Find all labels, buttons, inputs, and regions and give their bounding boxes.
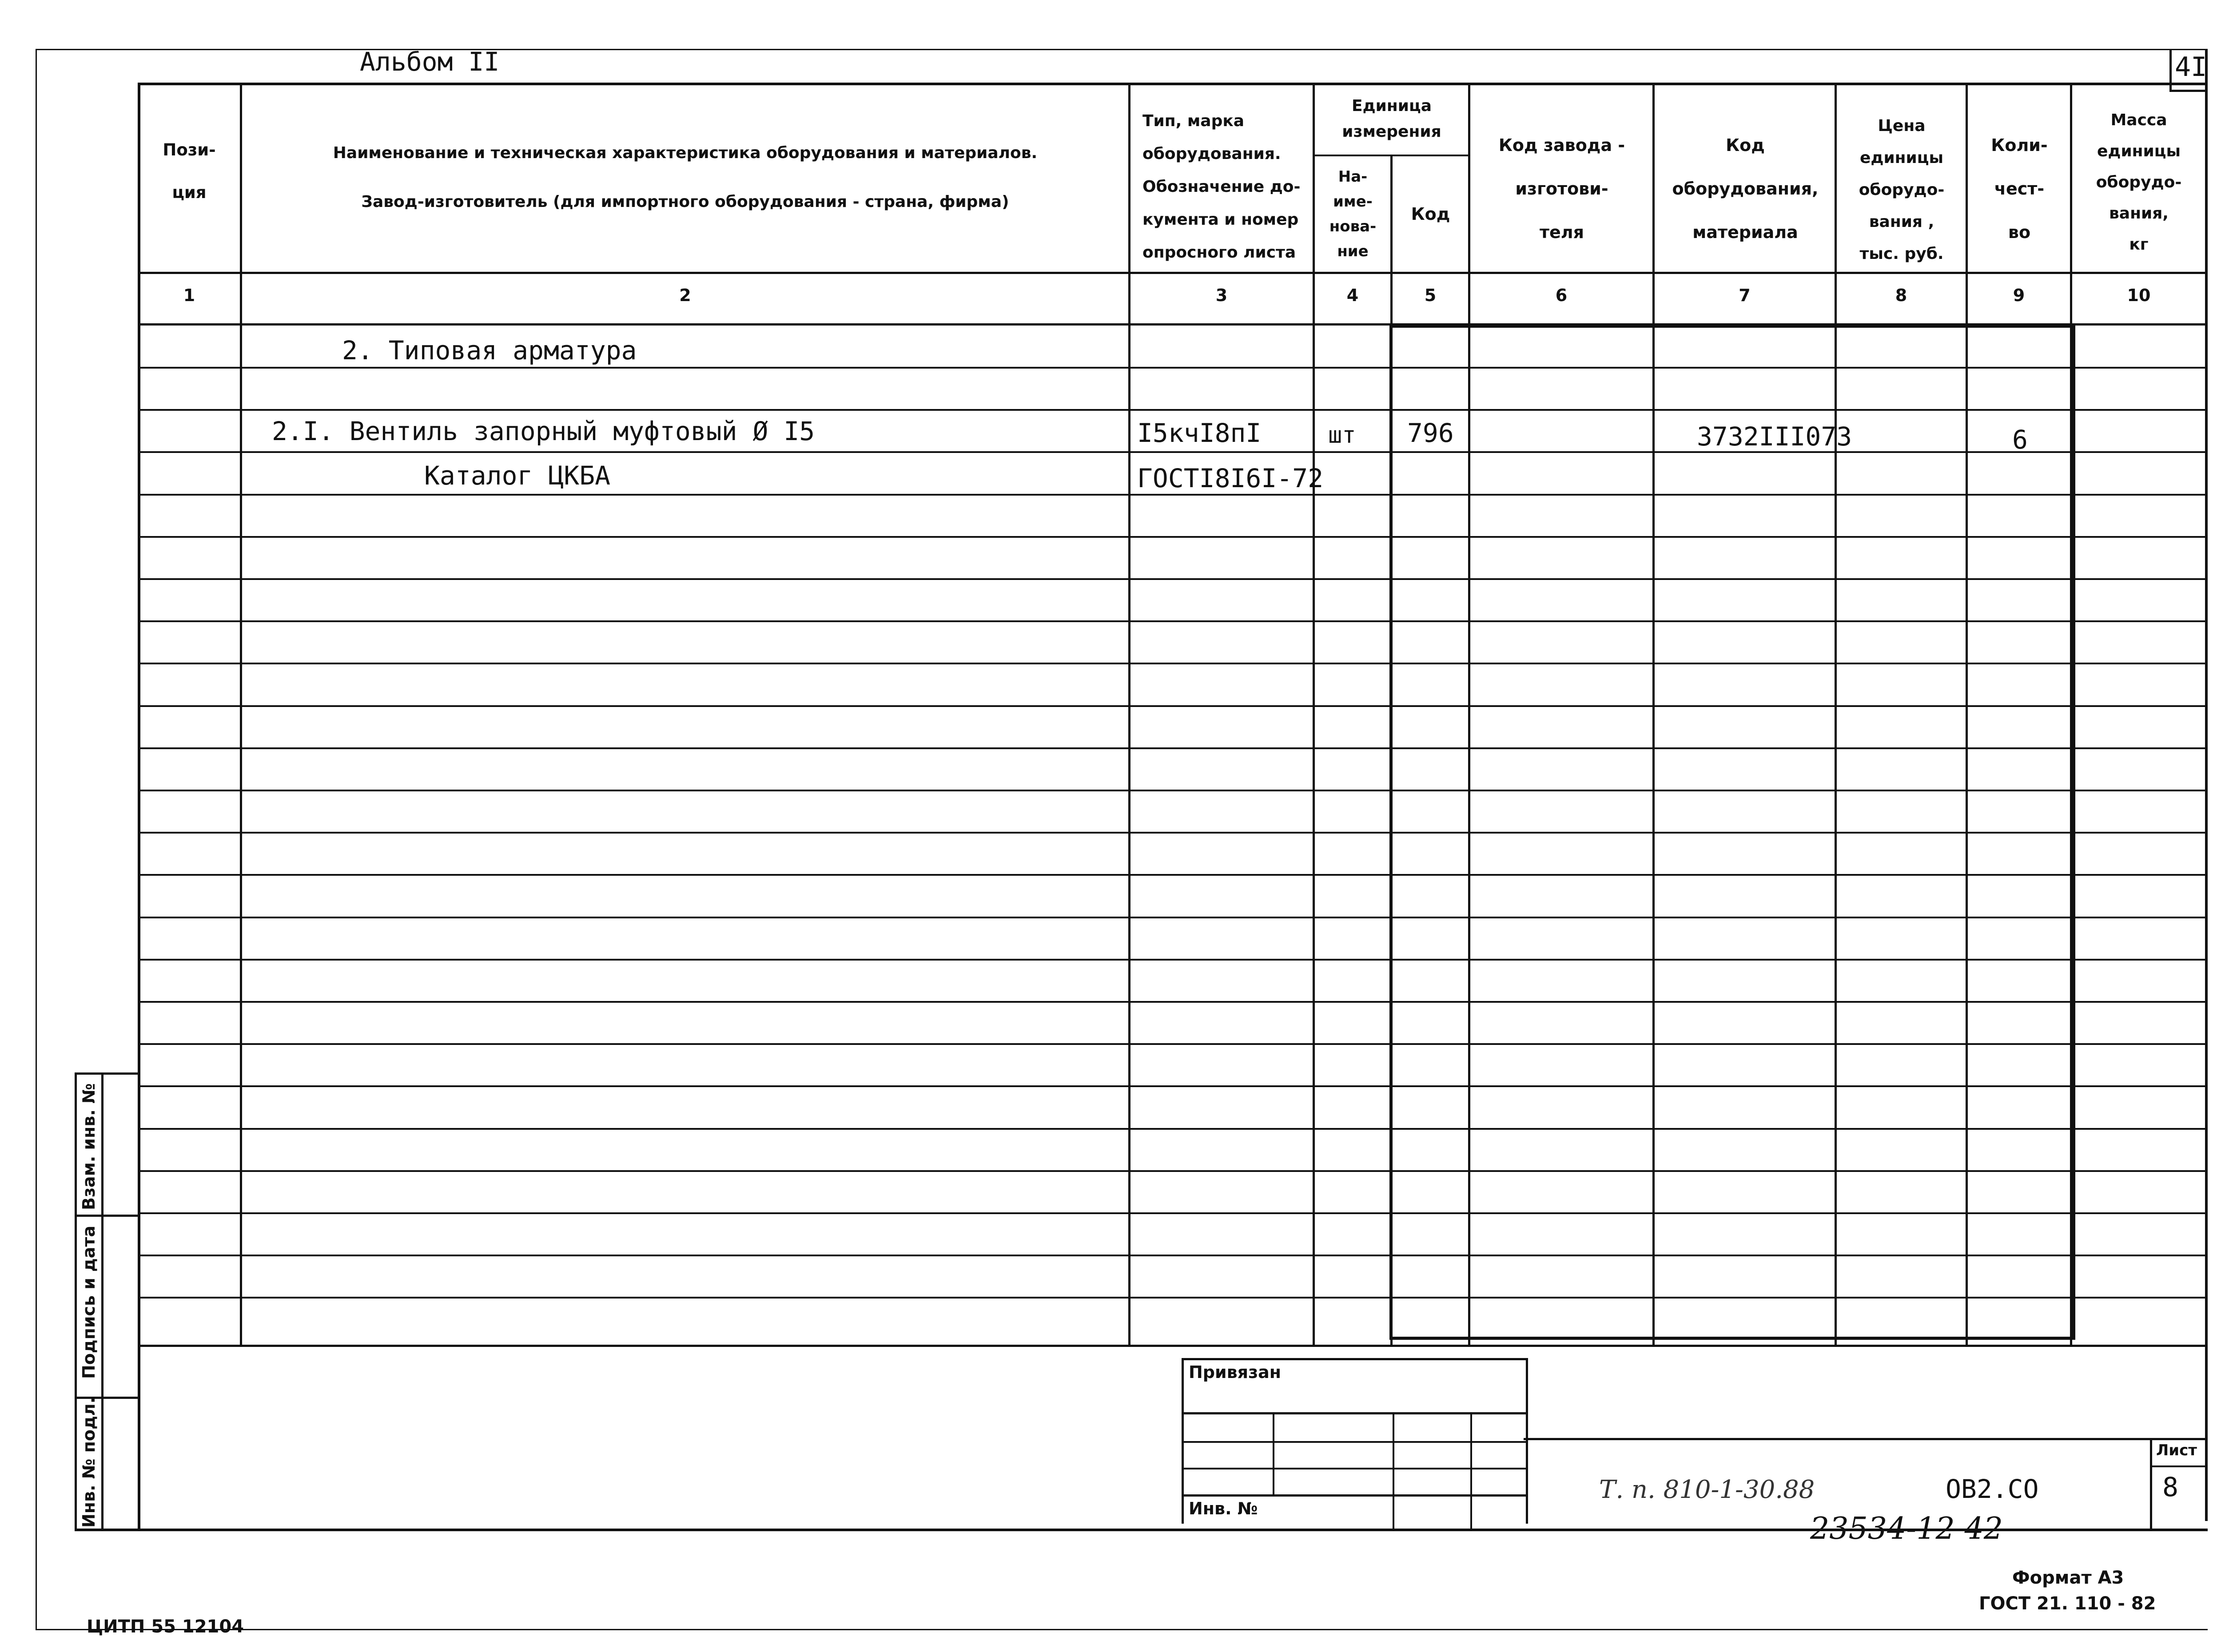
table-bottom-line xyxy=(138,1345,2205,1347)
row-catalog-name: Каталог ЦКБА xyxy=(424,461,611,491)
sheet-box-left xyxy=(2150,1438,2152,1531)
column-number-7: 7 xyxy=(1739,286,1751,305)
row-item-unit: шт xyxy=(1328,422,1356,449)
frame-top xyxy=(138,83,2208,85)
column-number-8: 8 xyxy=(1895,286,1907,305)
bound-stamp-h4 xyxy=(1182,1494,1526,1497)
table-row-separator xyxy=(138,917,2205,918)
header-col1: Пози- ция xyxy=(163,140,216,202)
table-row-separator xyxy=(138,409,2205,411)
left-edge-line xyxy=(36,49,37,1630)
row-item-name: 2.I. Вентиль запорный муфтовый Ø I5 xyxy=(272,416,815,446)
side-label-inv-orig: Инв. № подл. xyxy=(79,1397,99,1528)
table-row-separator xyxy=(138,367,2205,369)
printer-label: ЦИТП 55 12104 xyxy=(87,1616,244,1637)
table-row-separator xyxy=(138,1297,2205,1299)
sheet-label: Лист xyxy=(2156,1442,2197,1459)
page-number: 4I xyxy=(2175,52,2207,83)
row-item-unit-code: 796 xyxy=(1407,418,1454,448)
format-label: Формат А3 xyxy=(2012,1568,2124,1588)
table-row-separator xyxy=(138,747,2205,749)
designation: Т. п. 810-1-30.88 xyxy=(1599,1475,1815,1504)
column-number-3: 3 xyxy=(1215,286,1228,305)
header-bottom-line xyxy=(138,272,2205,274)
header-col4: На- име- нова- ние xyxy=(1329,168,1377,260)
side-box-right xyxy=(101,1072,103,1531)
column-number-4: 4 xyxy=(1346,286,1359,305)
header-col10: Масса единицы оборудо- вания, кг xyxy=(2096,111,2182,254)
table-row-separator xyxy=(138,959,2205,961)
row-section-title: 2. Типовая арматура xyxy=(342,335,637,365)
column-number-9: 9 xyxy=(2013,286,2025,305)
table-row-separator xyxy=(138,1043,2205,1045)
bound-stamp-v2 xyxy=(1393,1412,1394,1530)
row-item-equip-code: 3732III073 xyxy=(1697,421,1852,452)
bound-label: Привязан xyxy=(1189,1362,1282,1382)
side-box-left xyxy=(75,1072,77,1531)
unit-group-divider xyxy=(1313,155,1470,156)
bound-stamp-v1 xyxy=(1273,1412,1274,1497)
table-row-separator xyxy=(138,578,2205,580)
header-col7: Код оборудования, материала xyxy=(1672,135,1819,242)
table-row-separator xyxy=(138,1255,2205,1256)
table-row-separator xyxy=(138,705,2205,707)
table-row-separator xyxy=(138,1085,2205,1087)
column-number-10: 10 xyxy=(2127,286,2151,305)
table-row-separator xyxy=(138,1170,2205,1172)
table-row-separator xyxy=(138,874,2205,876)
table-row-separator xyxy=(138,451,2205,453)
side-label-sign-date: Подпись и дата xyxy=(79,1225,99,1379)
row-catalog-gost: ГОСТI8I6I-72 xyxy=(1137,463,1324,493)
frame-right xyxy=(2205,49,2208,1521)
table-row-separator xyxy=(138,620,2205,622)
bottom-edge-line xyxy=(36,1629,2208,1630)
header-col6: Код завода - изготови- теля xyxy=(1498,135,1625,242)
column-number-1: 1 xyxy=(183,286,195,305)
column-number-2: 2 xyxy=(679,286,691,305)
side-box-div1 xyxy=(75,1215,138,1217)
handwritten-number: 23534-12 42 xyxy=(1810,1511,2003,1546)
header-col9: Коли- чест- во xyxy=(1991,135,2048,242)
table-row-separator xyxy=(138,832,2205,834)
table-row-separator xyxy=(138,1128,2205,1130)
side-label-inv-replace: Взам. инв. № xyxy=(79,1083,99,1210)
header-unit-group: Единица измерения xyxy=(1342,97,1441,141)
bound-stamp-h1 xyxy=(1182,1412,1526,1414)
table-row-separator xyxy=(138,536,2205,538)
header-col8: Цена единицы оборудо- вания , тыс. руб. xyxy=(1859,117,1945,263)
header-col2: Наименование и техническая характеристика оборудования и материалов. Завод-изготовитель (для импортного оборудования - страна, фирма) xyxy=(333,144,1038,211)
row-item-type: I5кчI8пI xyxy=(1137,418,1262,448)
inv-label: Инв. № xyxy=(1189,1499,1258,1518)
row-item-qty: 6 xyxy=(2012,425,2028,455)
bound-stamp-h2 xyxy=(1182,1441,1526,1443)
column-number-5: 5 xyxy=(1424,286,1437,305)
sheet-box-mid xyxy=(2150,1465,2208,1467)
page-number-box-left xyxy=(2169,49,2172,91)
table-row-separator xyxy=(138,663,2205,664)
sheet-number: 8 xyxy=(2162,1472,2179,1503)
section-code: ОВ2.СО xyxy=(1946,1474,2039,1504)
title-block-top xyxy=(1524,1438,2208,1440)
table-row-separator xyxy=(138,1001,2205,1003)
column-number-6: 6 xyxy=(1555,286,1568,305)
header-col3: Тип, марка оборудования. Обозначение до- кумента и номер опросного листа xyxy=(1142,112,1301,262)
table-row-separator xyxy=(138,494,2205,496)
album-title: Альбом II xyxy=(360,47,500,77)
page-number-box-bottom xyxy=(2169,90,2208,92)
bound-stamp-v3 xyxy=(1470,1412,1472,1530)
table-row-separator xyxy=(138,1212,2205,1214)
side-box-top xyxy=(75,1072,138,1075)
bound-stamp-h3 xyxy=(1182,1468,1526,1469)
header-col5: Код xyxy=(1411,204,1450,224)
gost-label: ГОСТ 21. 110 - 82 xyxy=(1979,1593,2156,1614)
table-row-separator xyxy=(138,790,2205,791)
